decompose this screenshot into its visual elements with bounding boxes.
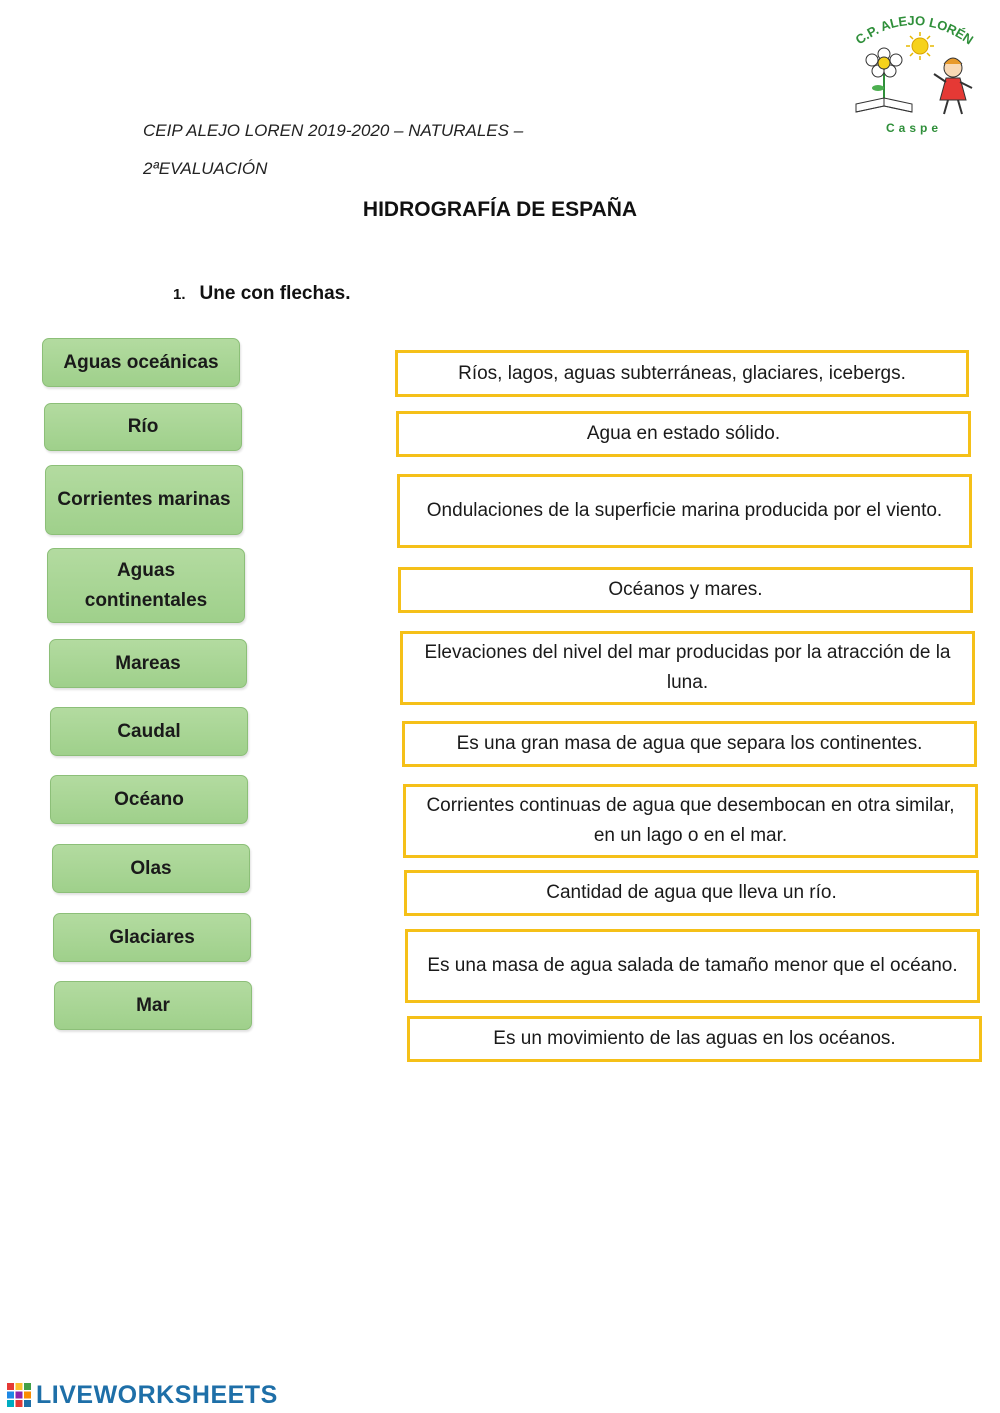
definition-box[interactable]: Cantidad de agua que lleva un río. [404, 870, 979, 916]
school-logo [838, 8, 988, 138]
page-title: HIDROGRAFÍA DE ESPAÑA [362, 198, 638, 221]
definition-box[interactable]: Es una masa de agua salada de tamaño menor que el océano. [405, 929, 980, 1003]
term-glaciares[interactable]: Glaciares [53, 913, 251, 962]
term-aguas-oceanicas[interactable]: Aguas oceánicas [42, 338, 240, 387]
book-icon [856, 98, 912, 112]
term-olas[interactable]: Olas [52, 844, 250, 893]
term-mar[interactable]: Mar [54, 981, 252, 1030]
logo-bottom-text: Caspe [885, 121, 943, 135]
definition-box[interactable]: Es un movimiento de las aguas en los océanos. [407, 1016, 982, 1062]
logo-top-text: C.P. ALEJO LORÉN [852, 12, 977, 48]
flower-icon [866, 48, 902, 100]
term-rio[interactable]: Río [44, 403, 242, 451]
term-oceano[interactable]: Océano [50, 775, 248, 824]
definition-box[interactable]: Es una gran masa de agua que separa los continentes. [402, 721, 977, 767]
girl-icon [934, 58, 972, 114]
definition-box[interactable]: Ríos, lagos, aguas subterráneas, glaciares, icebergs. [395, 350, 969, 397]
header-evaluation-line: 2ªEVALUACIÓN [143, 159, 268, 178]
term-caudal[interactable]: Caudal [50, 707, 248, 756]
liveworksheets-brand [6, 1380, 278, 1410]
header-school-line: CEIP ALEJO LOREN 2019-2020 – NATURALES – [143, 121, 524, 140]
term-mareas[interactable]: Mareas [49, 639, 247, 688]
sun-icon [906, 32, 934, 60]
definition-box[interactable]: Océanos y mares. [398, 567, 973, 613]
term-aguas-continentales[interactable]: Aguas continentales [47, 548, 245, 623]
definition-box[interactable]: Agua en estado sólido. [396, 411, 971, 457]
definition-box[interactable]: Corrientes continuas de agua que desembocan en otra similar, en un lago o en el mar. [403, 784, 978, 858]
definition-box[interactable]: Ondulaciones de la superficie marina producida por el viento. [397, 474, 972, 548]
liveworksheets-logo-icon [6, 1382, 32, 1408]
exercise-instruction [173, 283, 351, 305]
term-corrientes-marinas[interactable]: Corrientes marinas [45, 465, 243, 535]
exercise-number: 1. [173, 286, 186, 303]
instruction-text: Une con flechas. [199, 283, 351, 304]
liveworksheets-brand-text: LIVEWORKSHEETS [36, 1380, 278, 1409]
definition-box[interactable]: Elevaciones del nivel del mar producidas por la atracción de la luna. [400, 631, 975, 705]
